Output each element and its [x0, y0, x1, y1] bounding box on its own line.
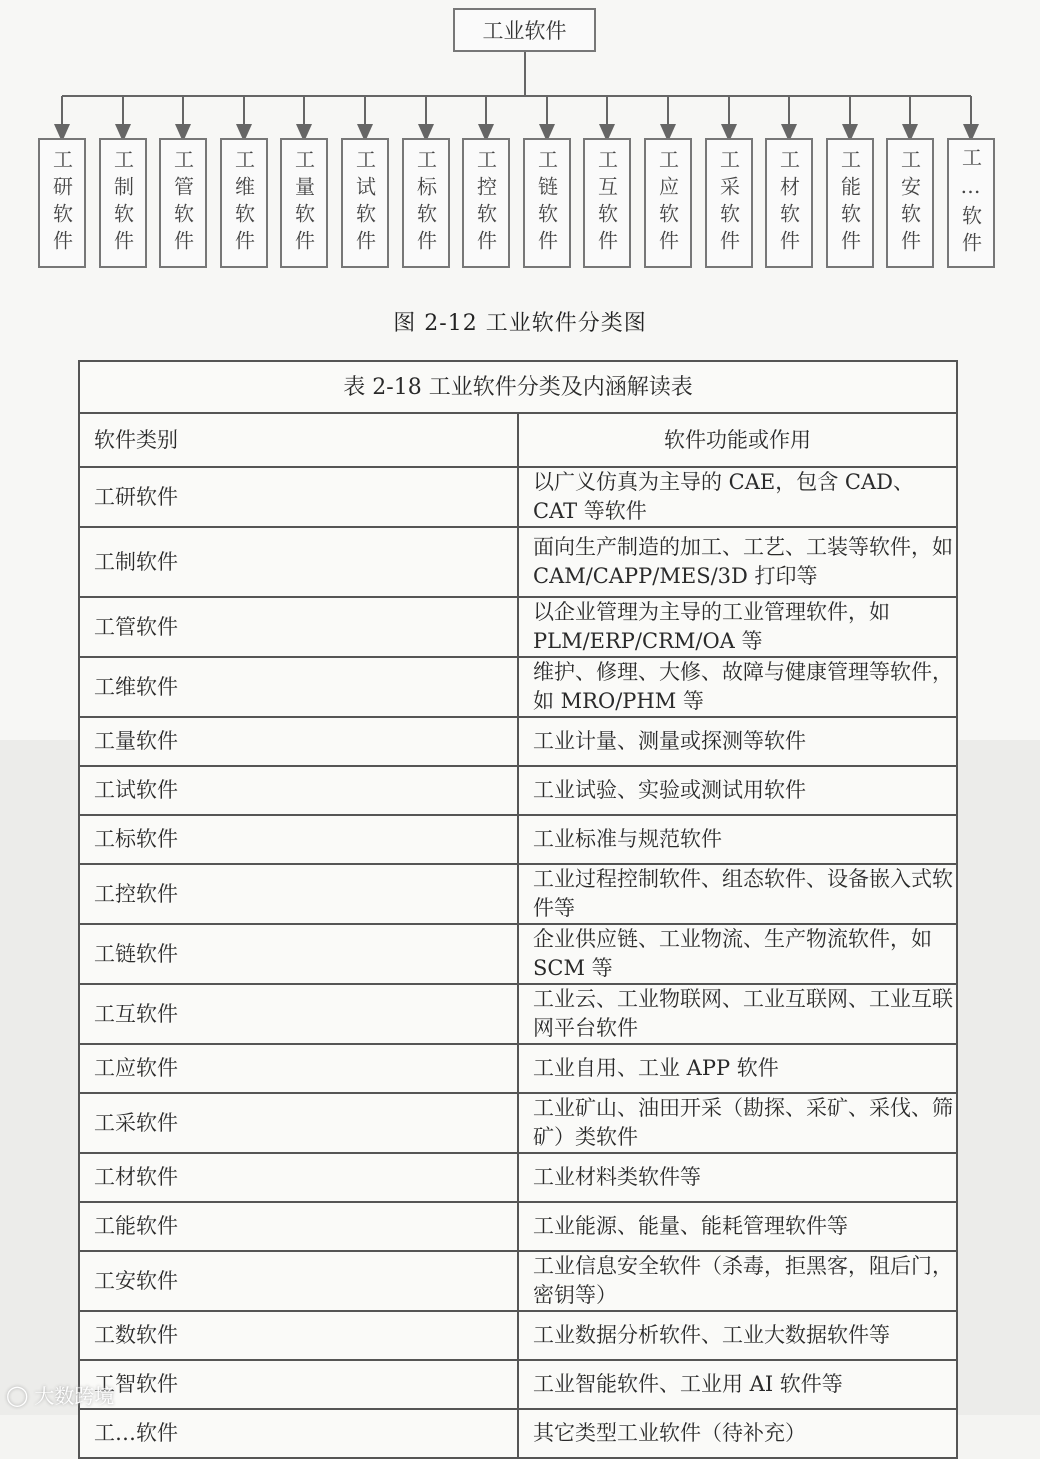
table-row [79, 597, 957, 657]
function-cell: 工业能源、能量、能耗管理软件等 [518, 1202, 957, 1251]
table-row [79, 924, 957, 984]
function-cell: 工业信息安全软件（杀毒，拒黑客，阻后门，密钥等） [518, 1251, 957, 1311]
function-cell: 工业云、工业物联网、工业互联网、工业互联网平台软件 [518, 984, 957, 1044]
table-row [79, 864, 957, 924]
table-row [79, 467, 957, 527]
function-cell: 工业材料类软件等 [518, 1153, 957, 1202]
table-row [79, 1044, 957, 1093]
category-cell: 工安软件 [79, 1251, 518, 1311]
function-cell: 工业过程控制软件、组态软件、设备嵌入式软件等 [518, 864, 957, 924]
function-cell: 面向生产制造的加工、工艺、工装等软件，如 CAM/CAPP/MES/3D 打印等 [518, 527, 957, 597]
function-cell: 工业试验、实验或测试用软件 [518, 766, 957, 815]
child-node: 工应软件 [644, 138, 692, 268]
child-node: 工链软件 [523, 138, 571, 268]
child-node: 工试软件 [341, 138, 389, 268]
category-cell: 工标软件 [79, 815, 518, 864]
watermark [6, 1380, 114, 1409]
function-cell: 工业矿山、油田开采（勘探、采矿、采伐、筛矿）类软件 [518, 1093, 957, 1153]
table-row [79, 1153, 957, 1202]
table-row [79, 1311, 957, 1360]
child-node: 工维软件 [220, 138, 268, 268]
table-row [79, 527, 957, 597]
function-cell: 维护、修理、大修、故障与健康管理等软件，如 MRO/PHM 等 [518, 657, 957, 717]
child-node: 工互软件 [583, 138, 631, 268]
child-node: 工制软件 [99, 138, 147, 268]
category-cell: 工…软件 [79, 1409, 518, 1458]
function-cell: 以企业管理为主导的工业管理软件，如 PLM/ERP/CRM/OA 等 [518, 597, 957, 657]
table-row [79, 657, 957, 717]
table-row [79, 1093, 957, 1153]
category-cell: 工维软件 [79, 657, 518, 717]
category-cell: 工量软件 [79, 717, 518, 766]
category-cell: 工研软件 [79, 467, 518, 527]
table-row [79, 984, 957, 1044]
table-row [79, 1251, 957, 1311]
table-caption: 表 2-18 工业软件分类及内涵解读表 [79, 361, 957, 413]
header-function: 软件功能或作用 [518, 413, 957, 467]
table-caption-row [79, 361, 957, 413]
category-cell: 工试软件 [79, 766, 518, 815]
table-row [79, 1409, 957, 1458]
child-node: 工安软件 [886, 138, 934, 268]
table-row [79, 717, 957, 766]
table-row [79, 766, 957, 815]
classification-table [78, 360, 958, 1459]
category-cell: 工能软件 [79, 1202, 518, 1251]
watermark-text: 大数跨境 [34, 1384, 115, 1408]
function-cell: 工业自用、工业 APP 软件 [518, 1044, 957, 1093]
table-row [79, 815, 957, 864]
child-node: 工标软件 [402, 138, 450, 268]
child-node: 工采软件 [705, 138, 753, 268]
category-cell: 工智软件 [79, 1360, 518, 1409]
category-cell: 工采软件 [79, 1093, 518, 1153]
figure-caption: 图 2-12 工业软件分类图 [393, 311, 647, 336]
child-node: 工材软件 [765, 138, 813, 268]
function-cell: 工业标准与规范软件 [518, 815, 957, 864]
category-cell: 工制软件 [79, 527, 518, 597]
function-cell: 企业供应链、工业物流、生产物流软件，如 SCM 等 [518, 924, 957, 984]
child-node: 工研软件 [38, 138, 86, 268]
category-cell: 工管软件 [79, 597, 518, 657]
child-node: 工能软件 [826, 138, 874, 268]
function-cell: 其它类型工业软件（待补充） [518, 1409, 957, 1458]
child-node: 工管软件 [159, 138, 207, 268]
category-cell: 工链软件 [79, 924, 518, 984]
category-cell: 工数软件 [79, 1311, 518, 1360]
header-category: 软件类别 [79, 413, 518, 467]
category-cell: 工互软件 [79, 984, 518, 1044]
root-node: 工业软件 [453, 8, 596, 52]
category-cell: 工材软件 [79, 1153, 518, 1202]
table-header-row [79, 413, 957, 467]
function-cell: 工业智能软件、工业用 AI 软件等 [518, 1360, 957, 1409]
child-node: 工…软件 [947, 138, 995, 268]
function-cell: 以广义仿真为主导的 CAE，包含 CAD、CAT 等软件 [518, 467, 957, 527]
function-cell: 工业计量、测量或探测等软件 [518, 717, 957, 766]
category-cell: 工控软件 [79, 864, 518, 924]
table-body [79, 467, 957, 1458]
watermark-logo-icon: ◯ [6, 1382, 29, 1407]
function-cell: 工业数据分析软件、工业大数据软件等 [518, 1311, 957, 1360]
child-node: 工量软件 [280, 138, 328, 268]
child-node: 工控软件 [462, 138, 510, 268]
classification-diagram [0, 0, 1040, 290]
table-row [79, 1202, 957, 1251]
category-cell: 工应软件 [79, 1044, 518, 1093]
table-row [79, 1360, 957, 1409]
